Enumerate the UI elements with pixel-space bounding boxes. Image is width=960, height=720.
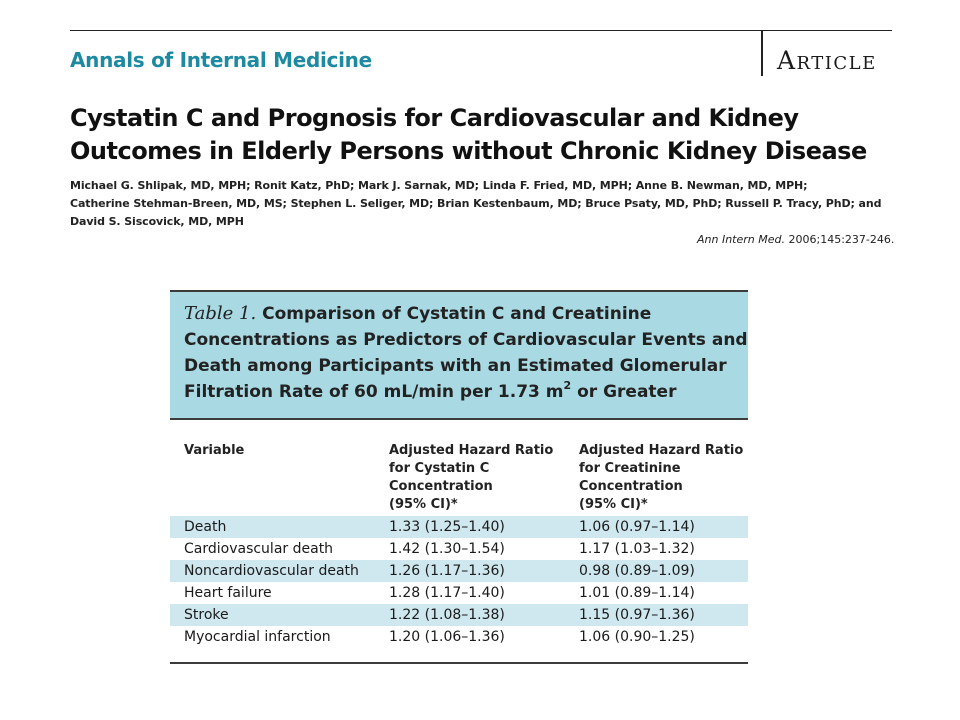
- column-header-variable: Variable: [184, 443, 245, 458]
- section-label: Article: [777, 46, 877, 75]
- table-row: [170, 582, 748, 604]
- paper-title: Cystatin C and Prognosis for Cardiovascular and Kidney Outcomes in Elderly Persons without Chronic Kidney Disease: [70, 104, 867, 165]
- caption-superscript: 2: [563, 379, 572, 392]
- table-bottom-rule: [170, 662, 748, 664]
- table-row: [170, 604, 748, 626]
- cell-cystatin: 1.26 (1.17–1.36): [389, 563, 505, 579]
- cell-cystatin: 1.33 (1.25–1.40): [389, 519, 505, 535]
- cell-creatinine: 1.15 (0.97–1.36): [579, 607, 695, 623]
- cell-variable: Myocardial infarction: [184, 629, 331, 645]
- citation-journal: Ann Intern Med.: [697, 233, 785, 246]
- table-header-row: [170, 420, 748, 516]
- journal-name: Annals of Internal Medicine: [70, 48, 372, 72]
- author-line: Catherine Stehman-Breen, MD, MS; Stephen L. Seliger, MD; Brian Kestenbaum, MD; Bruce Psaty, MD, PhD; Russell P. Tracy, PhD; and: [70, 197, 882, 210]
- cell-variable: Heart failure: [184, 585, 272, 601]
- cell-cystatin: 1.28 (1.17–1.40): [389, 585, 505, 601]
- cell-cystatin: 1.22 (1.08–1.38): [389, 607, 505, 623]
- column-header-cystatin: Adjusted Hazard Ratio for Cystatin C Concentration (95% CI)*: [389, 443, 554, 512]
- table-row: [170, 560, 748, 582]
- author-line: David S. Siscovick, MD, MPH: [70, 215, 244, 228]
- header-divider: [761, 30, 763, 76]
- cell-creatinine: 1.17 (1.03–1.32): [579, 541, 695, 557]
- table-row: [170, 538, 748, 560]
- cell-creatinine: 1.01 (0.89–1.14): [579, 585, 695, 601]
- column-header-creatinine: Adjusted Hazard Ratio for Creatinine Concentration (95% CI)*: [579, 443, 744, 512]
- cell-cystatin: 1.20 (1.06–1.36): [389, 629, 505, 645]
- cell-creatinine: 1.06 (0.97–1.14): [579, 519, 695, 535]
- author-line: Michael G. Shlipak, MD, MPH; Ronit Katz, PhD; Mark J. Sarnak, MD; Linda F. Fried, MD, MPH; Anne B. Newman, MD, MPH;: [70, 179, 808, 192]
- results-table: [170, 290, 748, 664]
- table-caption-end: or Greater: [571, 382, 677, 402]
- table-label: Table 1.: [184, 303, 257, 324]
- table-caption: [170, 290, 748, 418]
- cell-creatinine: 0.98 (0.89–1.09): [579, 563, 695, 579]
- citation: [697, 233, 894, 246]
- cell-cystatin: 1.42 (1.30–1.54): [389, 541, 505, 557]
- table-caption-text: Comparison of Cystatin C and Creatinine Concentrations as Predictors of Cardiovascular Events and Death among Participants with an Estimated Glomerular Filtration Rate of 60 mL/min per 1.73 m: [184, 304, 748, 402]
- cell-creatinine: 1.06 (0.90–1.25): [579, 629, 695, 645]
- cell-variable: Noncardiovascular death: [184, 563, 359, 579]
- table-row: [170, 516, 748, 538]
- cell-variable: Cardiovascular death: [184, 541, 334, 557]
- citation-detail: 2006;145:237-246.: [785, 233, 895, 246]
- table-row: [170, 626, 748, 648]
- header-top-rule: [70, 30, 892, 31]
- cell-variable: Death: [184, 519, 227, 535]
- author-list: [70, 177, 900, 231]
- cell-variable: Stroke: [184, 607, 229, 623]
